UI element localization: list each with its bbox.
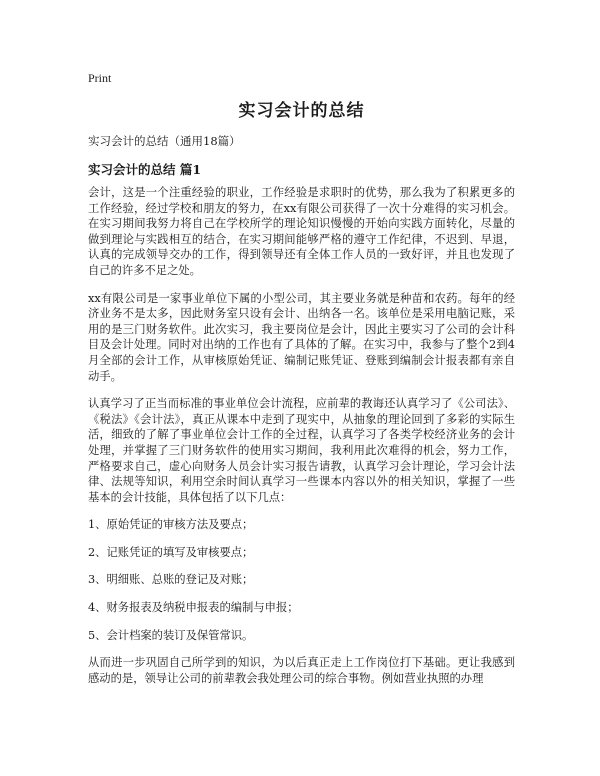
- section-heading: 实习会计的总结 篇1: [88, 162, 202, 177]
- list-item: 3、明细账、总账的登记及对账；: [88, 573, 254, 587]
- paragraph: 会计，这是一个注重经验的职业，工作经验是求职时的优势，那么我为了积累更多的工作经验，经过学校和朋友的努力，在xx有限公司获得了一次十分难得的实习机会。在实习期间我努力将自己在学校所学的理论知识慢慢的开始向实践方面转化，尽量的做到理论与实践相互的结合，在实习期间能够严格的遵守工作纪律，不迟到、早退，认真的完成领导交办的工作，得到领导还有全体工作人员的一致好评，并且也发现了自己的许多不足之处。: [88, 186, 515, 277]
- list-item: 5、会计档案的装订及保管常识。: [88, 628, 254, 642]
- paragraph: 认真学习了正当而标准的事业单位会计流程，应前辈的教诲还认真学习了《公司法》、《税法》《会计法》，真正从课本中走到了现实中，从抽象的理论回到了多彩的实际生活，细致的了解了事业单位会计工作的全过程，认真学习了各类学校经济业务的会计处理，并掌握了三门财务软件的使用实习期间，我利用此次难得的机会，努力工作，严格要求自己，虚心向财务人员会计实习报告请教，认真学习会计理论，学习会计法律、法规等知识，利用空余时间认真学习一些课本内容以外的相关知识，掌握了一些基本的会计技能，具体包括了以下几点：: [88, 397, 515, 504]
- list-item: 1、原始凭证的审核方法及要点；: [88, 518, 254, 532]
- paragraph: xx有限公司是一家事业单位下属的小型公司，其主要业务就是种苗和农药。每年的经济业务不是太多，因此财务室只设有会计、出纳各一名。该单位是采用电脑记账，采用的是三门财务软件。此次实习，我主要岗位是会计，因此主要实习了公司的会计科目及会计处理。同时对出纳的工作也有了具体的了解。在实习中，我参与了整个2到4月全部的会计工作，从审核原始凭证、编制记账凭证、登账到编制会计报表都有亲自动手。: [88, 291, 515, 383]
- list-item: 2、记账凭证的填写及审核要点；: [88, 545, 254, 559]
- document-subtitle: 实习会计的总结（通用18篇）: [88, 134, 241, 148]
- document-title: 实习会计的总结: [238, 101, 365, 121]
- skills-list: [88, 517, 515, 643]
- list-item: 4、财务报表及纳税申报表的编制与申报；: [88, 601, 299, 615]
- print-link[interactable]: Print: [88, 71, 112, 85]
- document-body: [88, 185, 515, 698]
- closing-paragraph: 从而进一步巩固自己所学到的知识，为以后真正走上工作岗位打下基础。更让我感到感动的是，领导让公司的前辈教会我处理公司的综合事物。例如营业执照的办理: [88, 656, 515, 685]
